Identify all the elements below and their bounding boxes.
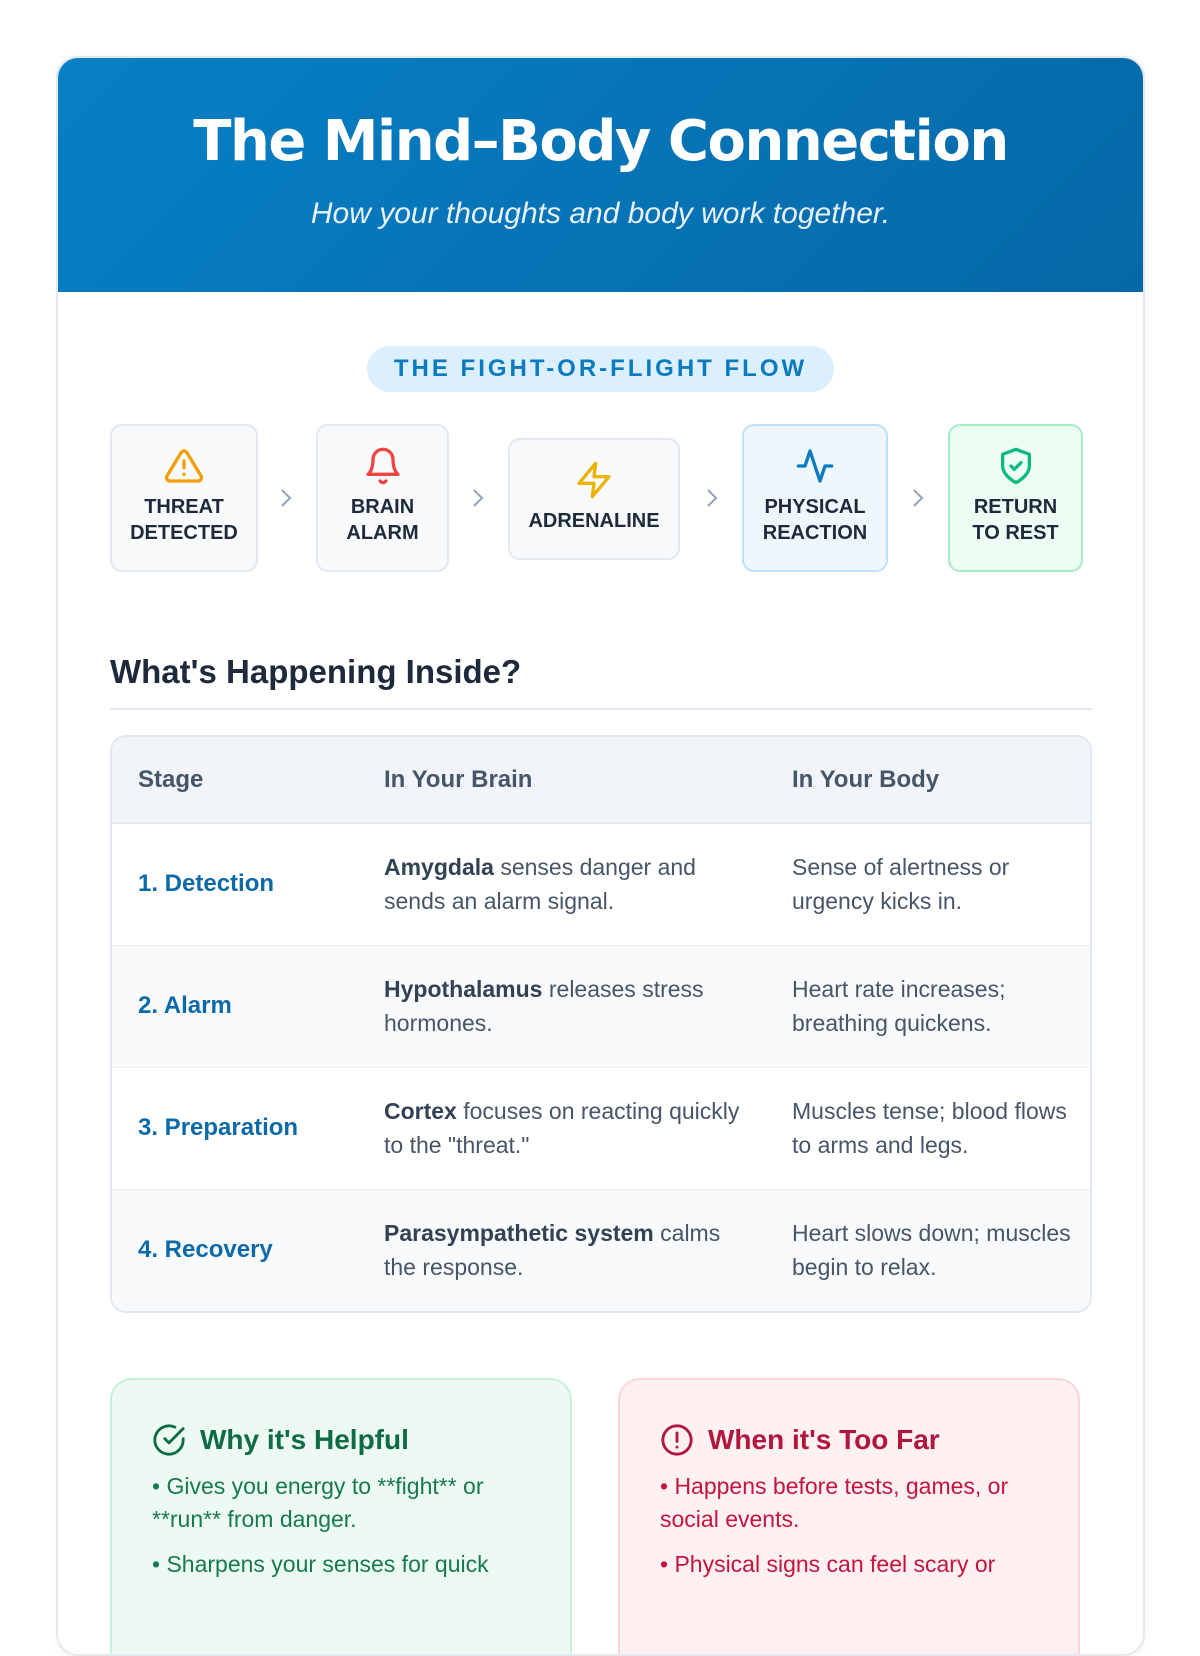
brain-cell bbox=[358, 1067, 766, 1189]
brain-region: Parasympathetic system bbox=[384, 1220, 654, 1247]
list-item: • Sharpens your senses for quick bbox=[152, 1551, 489, 1577]
body-cell: Sense of alertness or urgency kicks in. bbox=[766, 823, 1092, 945]
table-row bbox=[112, 1067, 1092, 1189]
too-far-card bbox=[618, 1378, 1080, 1656]
column-header: In Your Body bbox=[766, 737, 1092, 823]
flow-step-adrenaline bbox=[508, 438, 680, 560]
flow-step-label: ADRENALINE bbox=[528, 510, 660, 532]
warning-triangle-icon bbox=[164, 446, 204, 486]
divider bbox=[110, 708, 1092, 710]
list-item: • Physical signs can feel scary or bbox=[660, 1551, 996, 1577]
column-header: Stage bbox=[112, 737, 358, 823]
chevron-right-icon bbox=[280, 488, 292, 508]
helpful-card bbox=[110, 1378, 572, 1656]
chevron-right-icon bbox=[472, 488, 484, 508]
stages-table bbox=[110, 735, 1092, 1313]
infographic-card bbox=[56, 56, 1145, 1656]
flow-step-label: BRAIN bbox=[350, 496, 415, 518]
table-row bbox=[112, 1189, 1092, 1311]
shield-check-icon bbox=[996, 446, 1036, 486]
flow-step-label: ALARM bbox=[346, 522, 419, 544]
flow-step-physical-reaction bbox=[742, 424, 888, 572]
column-header: In Your Brain bbox=[358, 737, 766, 823]
too-far-heading bbox=[660, 1422, 1038, 1458]
list-item: • Gives you energy to **fight** or **run** from danger. bbox=[152, 1473, 484, 1532]
flow-step-label: THREAT bbox=[144, 496, 224, 518]
pulse-icon bbox=[795, 446, 835, 486]
brain-description: senses danger and sends an alarm signal. bbox=[384, 854, 696, 915]
brain-region: Hypothalamus bbox=[384, 976, 543, 1002]
flow-step-label: PHYSICAL bbox=[764, 496, 866, 518]
page-title: The Mind–Body Connection bbox=[193, 109, 1008, 174]
page-subtitle: How your thoughts and body work together. bbox=[310, 197, 891, 230]
too-far-title: When it's Too Far bbox=[708, 1424, 940, 1455]
table-header-row bbox=[112, 737, 1092, 823]
body-cell: Heart slows down; muscles begin to relax. bbox=[766, 1189, 1092, 1311]
bell-icon bbox=[363, 446, 403, 486]
brain-cell bbox=[358, 945, 766, 1067]
helpful-title: Why it's Helpful bbox=[200, 1424, 409, 1455]
flow-step-label: RETURN bbox=[973, 496, 1058, 518]
stage-cell: 4. Recovery bbox=[112, 1189, 358, 1311]
chevron-right-icon bbox=[706, 488, 718, 508]
section-title: What's Happening Inside? bbox=[110, 653, 522, 690]
lightning-icon bbox=[574, 460, 614, 500]
check-circle-icon bbox=[152, 1423, 186, 1457]
flow-step-label: TO REST bbox=[972, 522, 1059, 544]
hero-banner bbox=[58, 58, 1143, 292]
brain-description: focuses on reacting quickly to the "threat." bbox=[384, 1098, 740, 1158]
brain-description: calms the response. bbox=[384, 1220, 721, 1281]
table-row bbox=[112, 945, 1092, 1067]
list-item: • Happens before tests, games, or social events. bbox=[660, 1473, 1009, 1532]
stage-cell: 3. Preparation bbox=[112, 1067, 358, 1189]
brain-region: Cortex bbox=[384, 1098, 457, 1124]
alert-circle-icon bbox=[660, 1423, 694, 1457]
table-row bbox=[112, 823, 1092, 945]
stage-cell: 2. Alarm bbox=[112, 945, 358, 1067]
brain-cell bbox=[358, 1189, 766, 1311]
flow-step-return-to-rest bbox=[948, 424, 1083, 572]
flow-step-threat-detected bbox=[110, 424, 258, 572]
body-cell: Muscles tense; blood flows to arms and legs. bbox=[766, 1067, 1092, 1189]
brain-cell bbox=[358, 823, 766, 945]
flow-step-brain-alarm bbox=[316, 424, 449, 572]
flow-step-label: DETECTED bbox=[130, 522, 238, 544]
stage-cell: 1. Detection bbox=[112, 823, 358, 945]
flow-badge: THE FIGHT-OR-FLIGHT FLOW bbox=[367, 346, 834, 392]
brain-region: Amygdala bbox=[384, 854, 494, 881]
flow-step-label: REACTION bbox=[762, 522, 868, 544]
body-cell: Heart rate increases; breathing quickens. bbox=[766, 945, 1092, 1067]
brain-description: releases stress hormones. bbox=[384, 976, 704, 1036]
helpful-heading bbox=[152, 1422, 530, 1458]
chevron-right-icon bbox=[912, 488, 924, 508]
